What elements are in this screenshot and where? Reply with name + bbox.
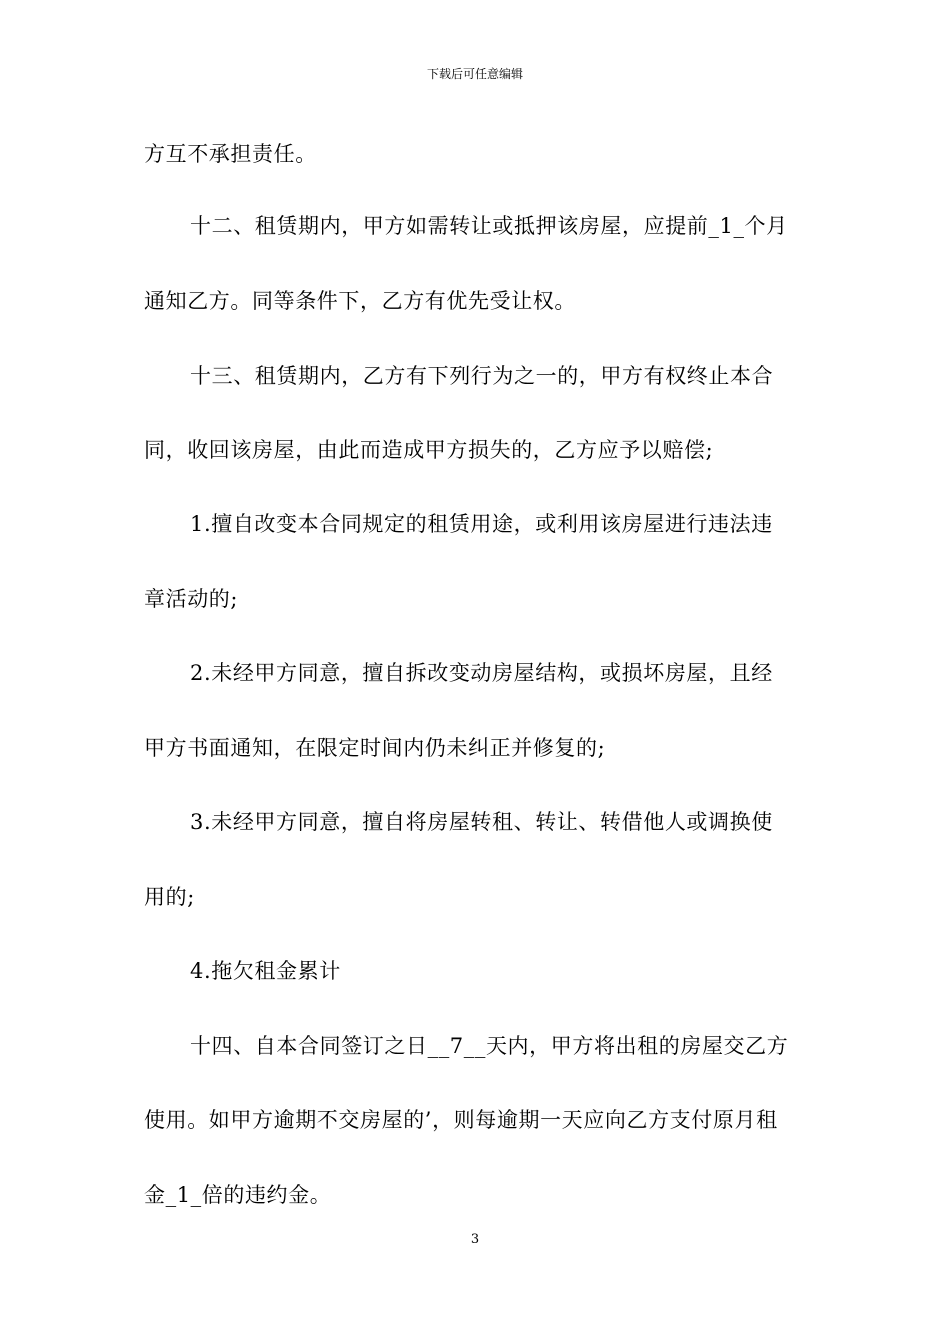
body-line: 十三、租赁期内，乙方有下列行为之一的，甲方有权终止本合 (190, 364, 774, 388)
body-line: 同，收回该房屋，由此而造成甲方损失的，乙方应予以赔偿; (144, 438, 714, 462)
body-line: 甲方书面通知，在限定时间内仍未纠正并修复的; (144, 736, 606, 760)
body-line: 3.未经甲方同意，擅自将房屋转租、转让、转借他人或调换使 (190, 810, 773, 834)
body-line: 章活动的; (144, 587, 239, 611)
page-header: 下载后可任意编辑 (426, 67, 523, 81)
body-line: 使用。如甲方逾期不交房屋的’，则每逾期一天应向乙方支付原月租 (144, 1108, 778, 1132)
page-number: 3 (470, 1232, 480, 1247)
body-line: 金_1_倍的违约金。 (144, 1183, 332, 1207)
body-line: 方互不承担责任。 (144, 142, 317, 166)
body-line: 2.未经甲方同意，擅自拆改变动房屋结构，或损坏房屋，且经 (190, 661, 773, 685)
body-line: 十二、租赁期内，甲方如需转让或抵押该房屋，应提前_1_个月 (190, 214, 788, 238)
body-line: 十四、自本合同签订之日__7__天内，甲方将出租的房屋交乙方 (190, 1034, 789, 1058)
body-line: 1.擅自改变本合同规定的租赁用途，或利用该房屋进行违法违 (190, 512, 773, 536)
body-line: 通知乙方。同等条件下，乙方有优先受让权。 (144, 289, 576, 313)
body-line: 4.拖欠租金累计 (190, 959, 341, 983)
body-line: 用的; (144, 885, 195, 909)
